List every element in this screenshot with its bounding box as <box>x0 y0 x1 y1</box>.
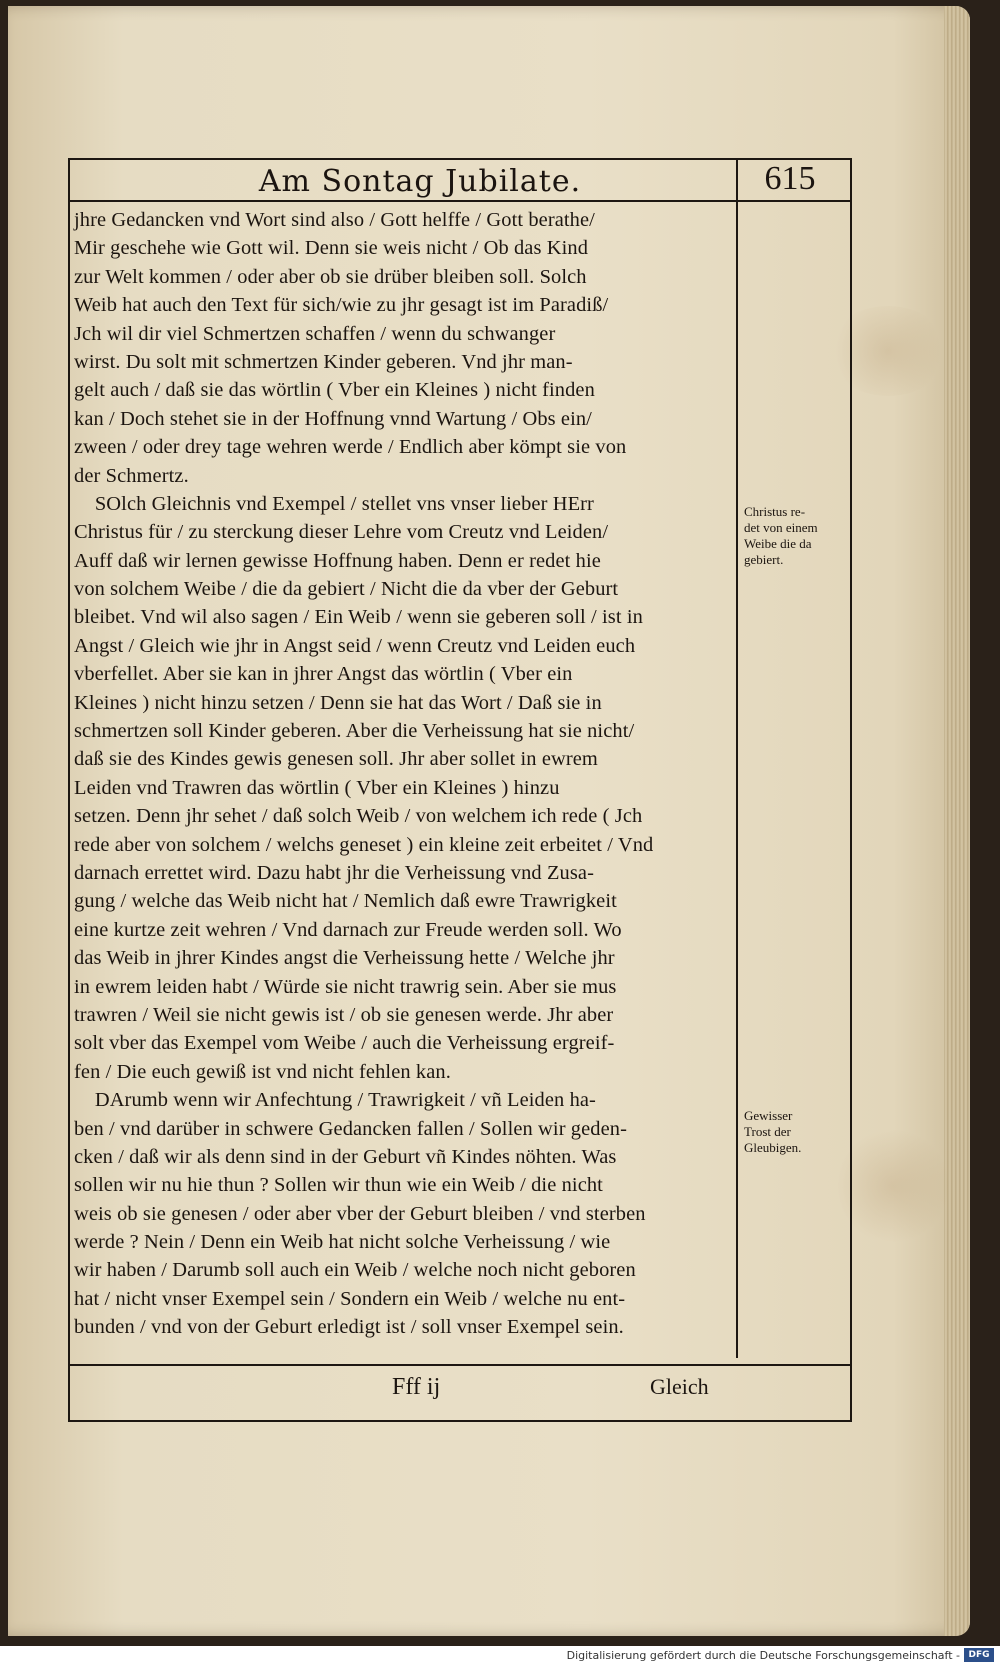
body-line: schmertzen soll Kinder geberen. Aber die Verheissung hat sie nicht/ <box>74 720 635 743</box>
body-line: Kleines ) nicht hinzu setzen / Denn sie hat das Wort / Daß sie in <box>74 691 602 714</box>
body-line: gung / welche das Weib nicht hat / Nemlich daß ewre Trawrigkeit <box>74 890 617 913</box>
body-line: werde ? Nein / Denn ein Weib hat nicht solche Verheissung / wie <box>74 1231 611 1254</box>
body-line: wir haben / Darumb soll auch ein Weib / welche noch nicht geboren <box>74 1259 636 1282</box>
body-line: sollen wir nu hie thun ? Sollen wir thun wie ein Weib / die nicht <box>74 1174 603 1197</box>
body-line: trawren / Weil sie nicht gewis ist / ob sie genesen werde. Jhr aber <box>74 1003 614 1026</box>
body-line: bunden / vnd von der Geburt erledigt ist / soll vnser Exempel sein. <box>74 1316 624 1339</box>
body-line: gelt auch / daß sie das wörtlin ( Vber ein Kleines ) nicht finden <box>74 379 595 402</box>
body-line: darnach errettet wird. Dazu habt jhr die Verheissung vnd Zusa- <box>74 861 594 884</box>
paper-stain <box>838 1126 948 1246</box>
catchword: Gleich <box>650 1374 709 1399</box>
footer-credit: Digitalisierung gefördert durch die Deutsche Forschungsgemeinschaft - <box>566 1649 960 1662</box>
body-line: setzen. Denn jhr sehet / daß solch Weib / von welchem ich rede ( Jch <box>74 805 643 828</box>
footer-rule <box>68 1364 850 1366</box>
body-line: Weib hat auch den Text für sich/wie zu jhr gesagt ist im Paradiß/ <box>74 294 609 317</box>
body-line: rede aber von solchem / welchs geneset ) ein kleine zeit erbeitet / Vnd <box>74 833 654 856</box>
body-line: von solchem Weibe / die da gebiert / Nicht die da vber der Geburt <box>74 578 619 601</box>
body-line: Angst / Gleich wie jhr in Angst seid / wenn Creutz vnd Leiden euch <box>74 634 636 657</box>
body-line: DArumb wenn wir Anfechtung / Trawrigkeit / vñ Leiden ha- <box>74 1089 596 1112</box>
page-number: 615 <box>764 160 816 197</box>
body-line: jhre Gedancken vnd Wort sind also / Gott helffe / Gott berathe/ <box>74 209 595 231</box>
body-line: kan / Doch stehet sie in der Hoffnung vnnd Wartung / Obs ein/ <box>74 407 592 430</box>
body-line: bleibet. Vnd wil also sagen / Ein Weib / wenn sie geberen soll / ist in <box>74 606 643 629</box>
body-text <box>74 206 734 1342</box>
body-line: zur Welt kommen / oder aber ob sie drüber bleiben soll. Solch <box>74 265 587 288</box>
body-line: der Schmertz. <box>74 464 189 487</box>
body-line: eine kurtze zeit wehren / Vnd darnach zur Freude werden soll. Wo <box>74 918 622 941</box>
page-edge <box>944 6 970 1636</box>
dfg-logo: DFG <box>964 1648 994 1662</box>
body-line: wirst. Du solt mit schmertzen Kinder geberen. Vnd jhr man- <box>74 350 573 373</box>
body-line: zween / oder drey tage wehren werde / Endlich aber kömpt sie von <box>74 436 627 459</box>
marginal-note: Gewisser Trost der Gleubigen. <box>744 1108 802 1155</box>
body-line: Christus für / zu sterckung dieser Lehre vom Creutz vnd Leiden/ <box>74 521 609 544</box>
header-divider <box>736 160 738 200</box>
body-line: solt vber das Exempel vom Weibe / auch die Verheissung ergreif- <box>74 1032 615 1055</box>
body-line: daß sie des Kindes gewis genesen soll. Jhr aber sollet in ewrem <box>74 748 598 771</box>
body-line: in ewrem leiden habt / Würde sie nicht trawrig sein. Aber sie mus <box>74 975 617 998</box>
body-line: das Weib in jhrer Kindes angst die Verheissung hette / Welche jhr <box>74 947 615 970</box>
body-line: fen / Die euch gewiß ist vnd nicht fehlen kan. <box>74 1060 451 1083</box>
signature-mark: Fff ij <box>392 1374 441 1400</box>
body-line: weis ob sie genesen / oder aber vber der Geburt bleiben / vnd sterben <box>74 1202 646 1225</box>
body-line: Jch wil dir viel Schmertzen schaffen / wenn du schwanger <box>74 322 556 345</box>
running-head: Am Sontag Jubilate. <box>258 164 582 199</box>
body-line: Leiden vnd Trawren das wörtlin ( Vber ein Kleines ) hinzu <box>74 776 560 799</box>
body-line: vberfellet. Aber sie kan in jhrer Angst das wörtlin ( Vber ein <box>74 663 573 686</box>
body-line: cken / daß wir als denn sind in der Geburt vñ Kindes nöhten. Was <box>74 1145 617 1168</box>
body-line: hat / nicht vnser Exempel sein / Sondern ein Weib / welche nu ent- <box>74 1287 626 1310</box>
body-line: Mir geschehe wie Gott wil. Denn sie weis nicht / Ob das Kind <box>74 237 589 260</box>
marginal-note: Christus re- det von einem Weibe die da gebiert. <box>744 504 818 567</box>
body-line: Auff daß wir lernen gewisse Hoffnung haben. Denn er redet hie <box>74 549 601 572</box>
body-line: SOlch Gleichnis vnd Exempel / stellet vns vnser lieber HErr <box>74 492 594 515</box>
body-line: ben / vnd darüber in schwere Gedancken fallen / Sollen wir geden- <box>74 1117 628 1140</box>
